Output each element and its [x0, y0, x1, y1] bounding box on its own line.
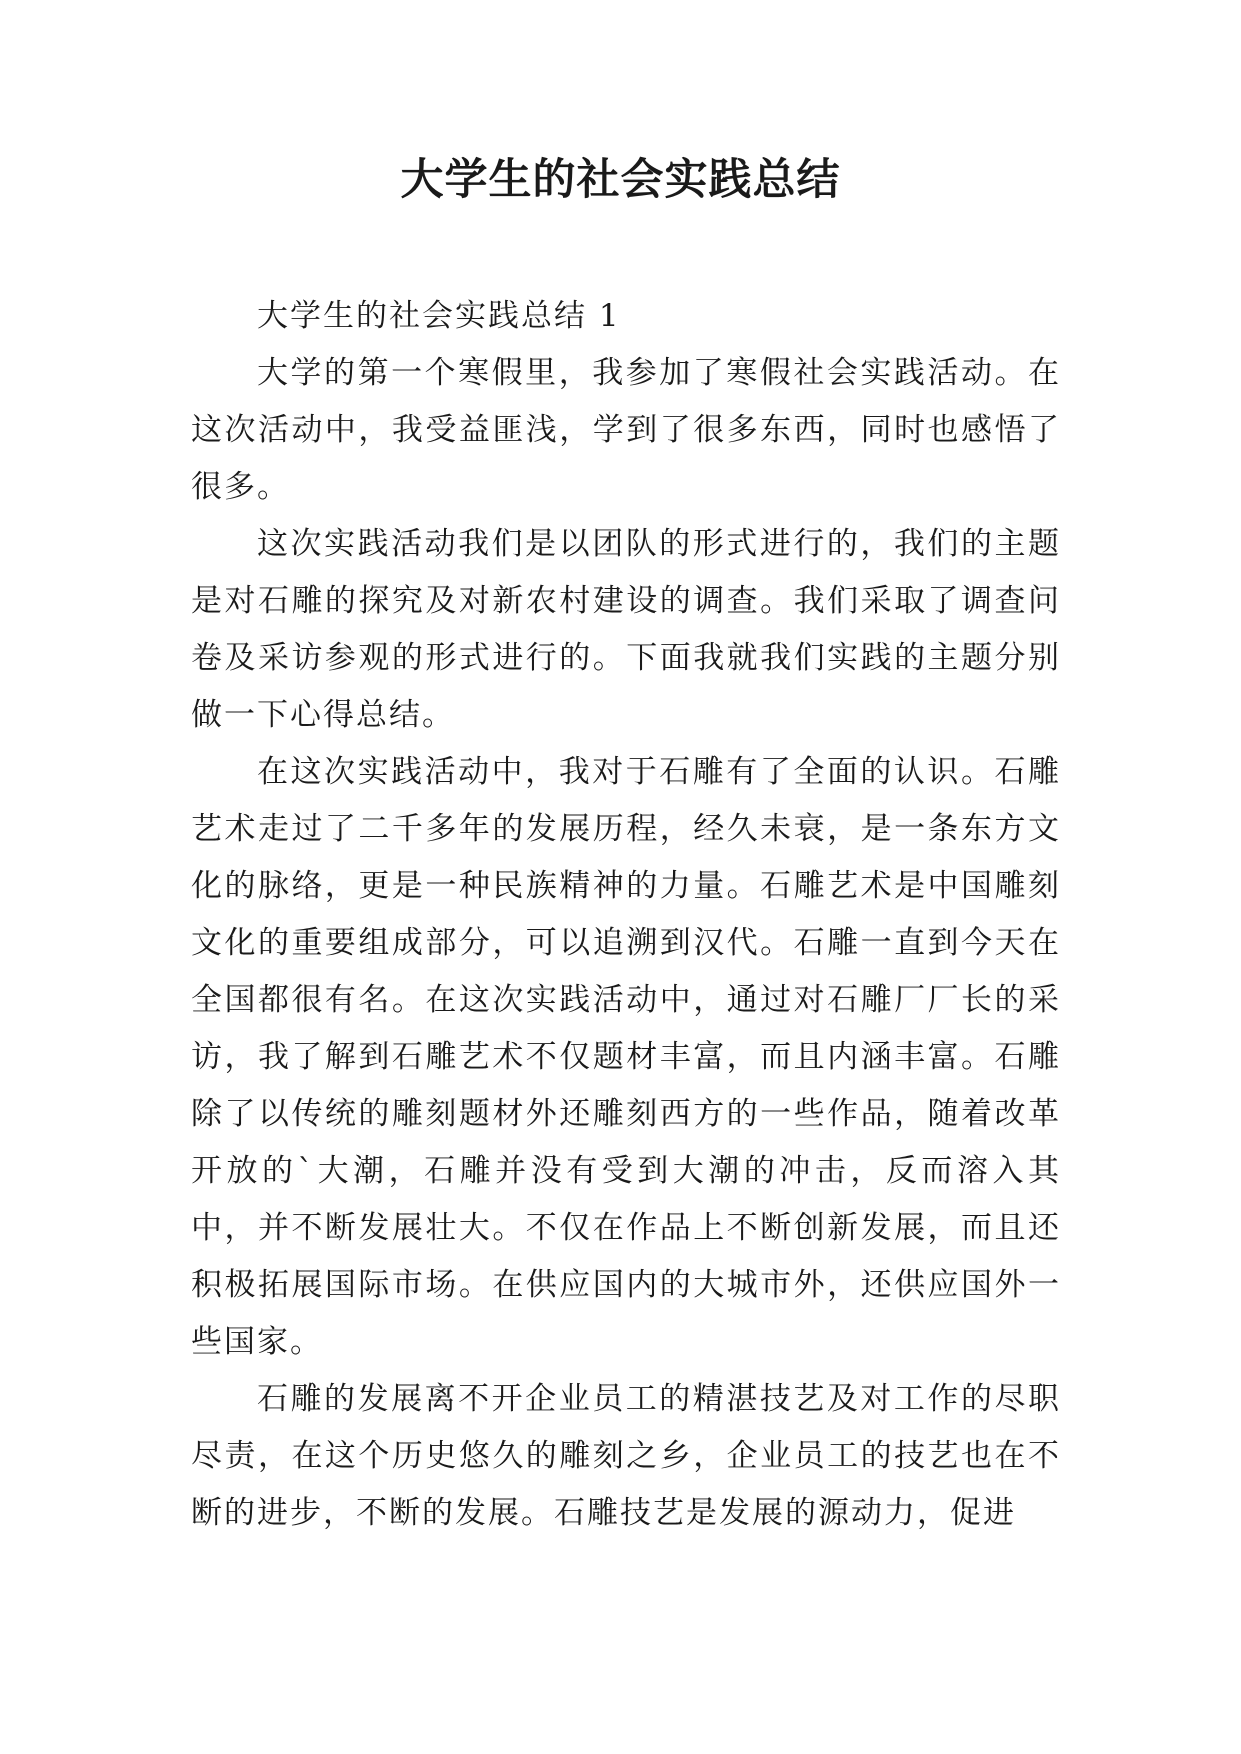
paragraph: 这次实践活动我们是以团队的形式进行的，我们的主题是对石雕的探究及对新农村建设的调查。我们采取了调查问卷及采访参观的形式进行的。下面我就我们实践的主题分别做一下心得总结。 [191, 526, 1061, 733]
section-heading: 大学生的社会实践总结 1 [257, 298, 621, 334]
document-title: 大学生的社会实践总结 [400, 155, 841, 205]
paragraph: 大学的第一个寒假里，我参加了寒假社会实践活动。在这次活动中，我受益匪浅，学到了很多东西，同时也感悟了很多。 [191, 355, 1061, 505]
paragraph: 石雕的发展离不开企业员工的精湛技艺及对工作的尽职尽责，在这个历史悠久的雕刻之乡，企业员工的技艺也在不断的进步，不断的发展。石雕技艺是发展的源动力，促进 [191, 1381, 1061, 1531]
document-body [191, 288, 1061, 1542]
paragraph: 在这次实践活动中，我对于石雕有了全面的认识。石雕艺术走过了二千多年的发展历程，经久未衰，是一条东方文化的脉络，更是一种民族精神的力量。石雕艺术是中国雕刻文化的重要组成部分，可以追溯到汉代。石雕一直到今天在全国都很有名。在这次实践活动中，通过对石雕厂厂长的采访，我了解到石雕艺术不仅题材丰富，而且内涵丰富。石雕除了以传统的雕刻题材外还雕刻西方的一些作品，随着改革开放的`大潮，石雕并没有受到大潮的冲击，反而溶入其中，并不断发展壮大。不仅在作品上不断创新发展，而且还积极拓展国际市场。在供应国内的大城市外，还供应国外一些国家。 [191, 754, 1061, 1360]
